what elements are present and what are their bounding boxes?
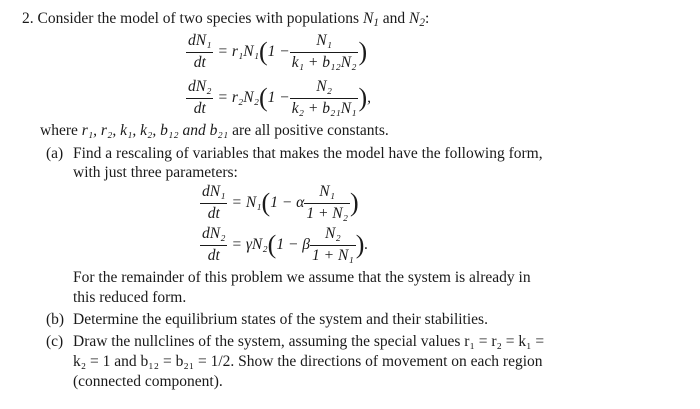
part-b-text: Determine the equilibrium states of the system and their stabilities. xyxy=(73,311,488,328)
reduced-eq2-paren-close: ) xyxy=(355,230,365,260)
part-a-line-2: with just three parameters: xyxy=(73,164,238,181)
part-a-after-line-2: this reduced form. xyxy=(73,289,187,306)
part-c-line-3: (connected component). xyxy=(73,373,223,390)
reduced-eq1-fraction: $\frac{\text{N₁}}{\text{1 + N₂}}$ xyxy=(306,183,349,222)
part-c-label: (c) xyxy=(46,333,64,350)
part-a-label: (a) xyxy=(46,145,64,162)
part-a-line-1: Find a rescaling of variables that makes the model have the following form, xyxy=(73,145,543,162)
where-vars: r₁, r₂, k₁, k₂, b₁₂ and b₂₁ xyxy=(81,122,229,139)
reduced-equation-1 xyxy=(200,183,359,223)
intro-text: Consider the model of two species with populations xyxy=(37,10,360,27)
where-suffix: are all positive constants. xyxy=(232,122,389,139)
model-eq2-paren-open: ( xyxy=(258,83,268,113)
intro-colon: : xyxy=(424,10,430,27)
model-eq1-paren-close: ) xyxy=(358,37,368,67)
intro-and: and xyxy=(382,10,406,27)
intro-var2: $N_2$ xyxy=(409,10,425,29)
reduced-eq2-fraction: $\frac{\text{N₂}}{\text{1 + N₁}}$ xyxy=(312,225,354,264)
reduced-eq2-paren-open: ( xyxy=(267,230,277,260)
reduced-eq2-tail: . xyxy=(364,235,369,253)
model-eq2-paren-close: ) xyxy=(358,83,368,113)
model-eq1-fraction: $\frac{\text{N₁}}{\text{k₁ + b₁₂N₂}}$ xyxy=(291,32,357,71)
part-b-label: (b) xyxy=(46,311,65,328)
where-line xyxy=(40,122,389,141)
reduced-eq1-lhs: $\frac{\text{dN₁}}{dt}$ xyxy=(202,183,226,222)
model-equation-1 xyxy=(186,32,367,72)
problem-number: 2. xyxy=(22,10,34,27)
model-eq2-rhs-prefix: = r₂N₂ xyxy=(217,88,259,106)
problem-heading xyxy=(22,10,429,29)
reduced-eq2-lhs: $\frac{\text{dN₂}}{dt}$ xyxy=(202,225,226,264)
reduced-eq1-rhs-prefix: = N₁ xyxy=(231,193,262,211)
model-eq1-one-minus: 1 − xyxy=(267,42,290,60)
intro-var1: $N_1$ xyxy=(362,10,379,29)
reduced-eq1-one-minus: 1 − α xyxy=(270,193,305,211)
model-equation-2 xyxy=(186,78,371,118)
model-eq1-rhs-prefix: = r₁N₁ xyxy=(217,42,259,60)
model-eq2-fraction: $\frac{\text{N₂}}{\text{k₂ + b₂₁N₁}}$ xyxy=(291,78,357,117)
reduced-eq2-rhs-prefix: = γN₂ xyxy=(231,235,268,253)
part-a-after-line-1: For the remainder of this problem we assume that the system is already in xyxy=(73,269,531,286)
reduced-equation-2 xyxy=(200,225,368,265)
model-eq2-tail: , xyxy=(367,88,372,106)
reduced-eq2-one-minus: 1 − β xyxy=(276,235,311,253)
where-prefix: where xyxy=(40,122,78,139)
model-eq1-paren-open: ( xyxy=(258,37,268,67)
model-eq2-lhs: $\frac{\text{dN₂}}{dt}$ xyxy=(188,78,212,117)
reduced-eq1-paren-close: ) xyxy=(350,188,359,218)
model-eq2-one-minus: 1 − xyxy=(267,88,290,106)
part-c-line-2: k₂ = 1 and b₁₂ = b₂₁ = 1/2. Show the directions of movement on each region xyxy=(73,353,543,370)
reduced-eq1-paren-open: ( xyxy=(261,188,271,218)
model-eq1-lhs: $\frac{\text{dN₁}}{dt}$ xyxy=(188,32,212,71)
part-c-line-1: Draw the nullclines of the system, assuming the special values r₁ = r₂ = k₁ = xyxy=(73,333,545,350)
